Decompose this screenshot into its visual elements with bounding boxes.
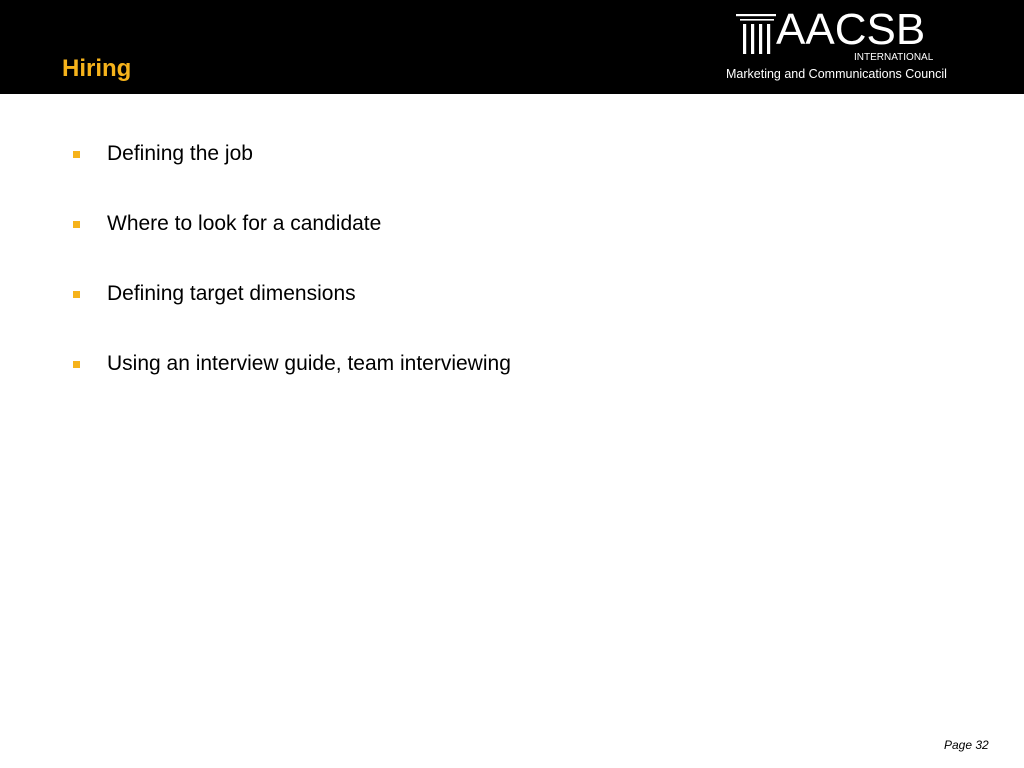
aacsb-logo [726,5,976,86]
logo-council: Marketing and Communications Council [726,67,947,81]
square-bullet-icon [73,151,80,158]
page-number: Page 32 [944,738,989,752]
bullet-text: Defining target dimensions [107,282,356,305]
logo-subtitle: INTERNATIONAL [854,52,934,63]
logo-wordmark: AACSB [776,5,926,54]
header-bar [0,0,1024,94]
slide-title: Hiring [62,55,132,82]
bullet-text: Where to look for a candidate [107,212,382,235]
bullet-text: Defining the job [107,142,253,165]
square-bullet-icon [73,221,80,228]
bullet-text: Using an interview guide, team interviewing [107,352,511,375]
square-bullet-icon [73,291,80,298]
square-bullet-icon [73,361,80,368]
columns-icon [736,12,776,56]
